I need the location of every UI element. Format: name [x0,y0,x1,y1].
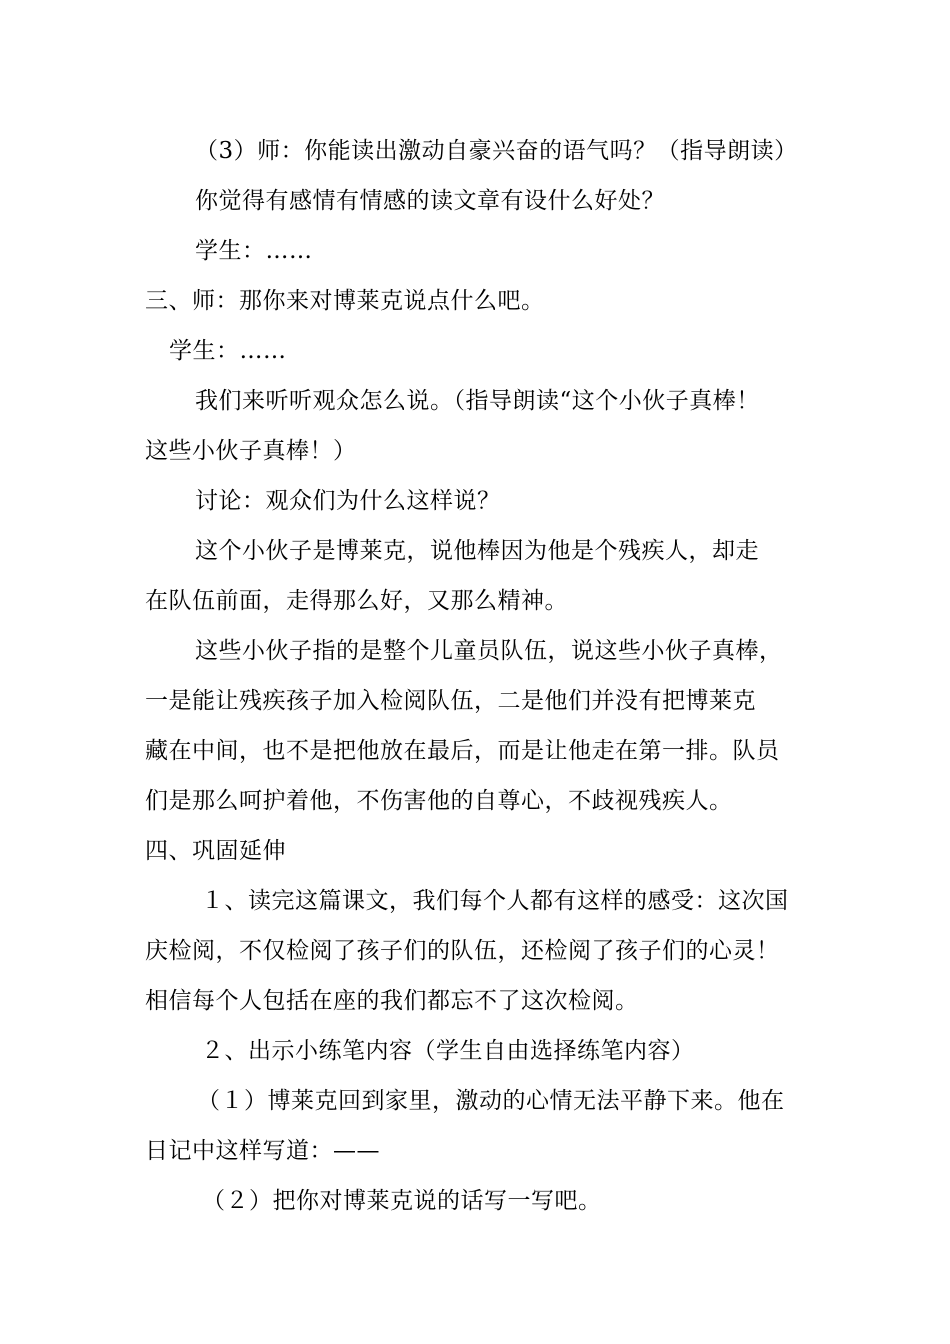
paragraph-line: 在队伍前面，走得那么好，又那么精神。 [145,588,568,614]
document-body [145,126,825,1226]
paragraph-line: 日记中这样写道：—— [145,1138,380,1164]
section-heading-4: 四、巩固延伸 [145,838,286,864]
paragraph-line: 相信每个人包括在座的我们都忘不了这次检阅。 [145,988,639,1014]
paragraph-line: （１）博莱克回到家里，激动的心情无法平静下来。他在 [197,1088,785,1114]
section-heading-3: 三、师：那你来对博莱克说点什么吧。 [145,288,545,314]
paragraph-line: 这些小伙子指的是整个儿童员队伍，说这些小伙子真棒， [195,638,783,664]
paragraph-line: 这些小伙子真棒！） [145,438,357,464]
paragraph-line: 学生：…… [169,338,287,364]
paragraph-line: （２）把你对博莱克说的话写一写吧。 [202,1188,602,1214]
paragraph-line: 学生：…… [195,238,313,264]
paragraph-line: 藏在中间，也不是把他放在最后，而是让他走在第一排。队员 [145,738,780,764]
paragraph-line: （3）师：你能读出激动自豪兴奋的语气吗？（指导朗读） [195,138,798,164]
paragraph-line: ２、出示小练笔内容（学生自由选择练笔内容） [201,1038,695,1064]
paragraph-line: 们是那么呵护着他，不伤害他的自尊心，不歧视残疾人。 [145,788,733,814]
paragraph-line: 我们来听听观众怎么说。（指导朗读“这个小伙子真棒！ [195,388,760,414]
paragraph-line: 这个小伙子是博莱克，说他棒因为他是个残疾人，却走 [195,538,759,564]
paragraph-line: 你觉得有感情有情感的读文章有设什么好处？ [195,188,665,214]
paragraph-line: 一是能让残疾孩子加入检阅队伍，二是他们并没有把博莱克 [145,688,756,714]
paragraph-line: 庆检阅，不仅检阅了孩子们的队伍，还检阅了孩子们的心灵！ [145,938,780,964]
paragraph-line: １、读完这篇课文，我们每个人都有这样的感受：这次国 [201,888,789,914]
paragraph-line: 讨论：观众们为什么这样说？ [195,488,501,514]
